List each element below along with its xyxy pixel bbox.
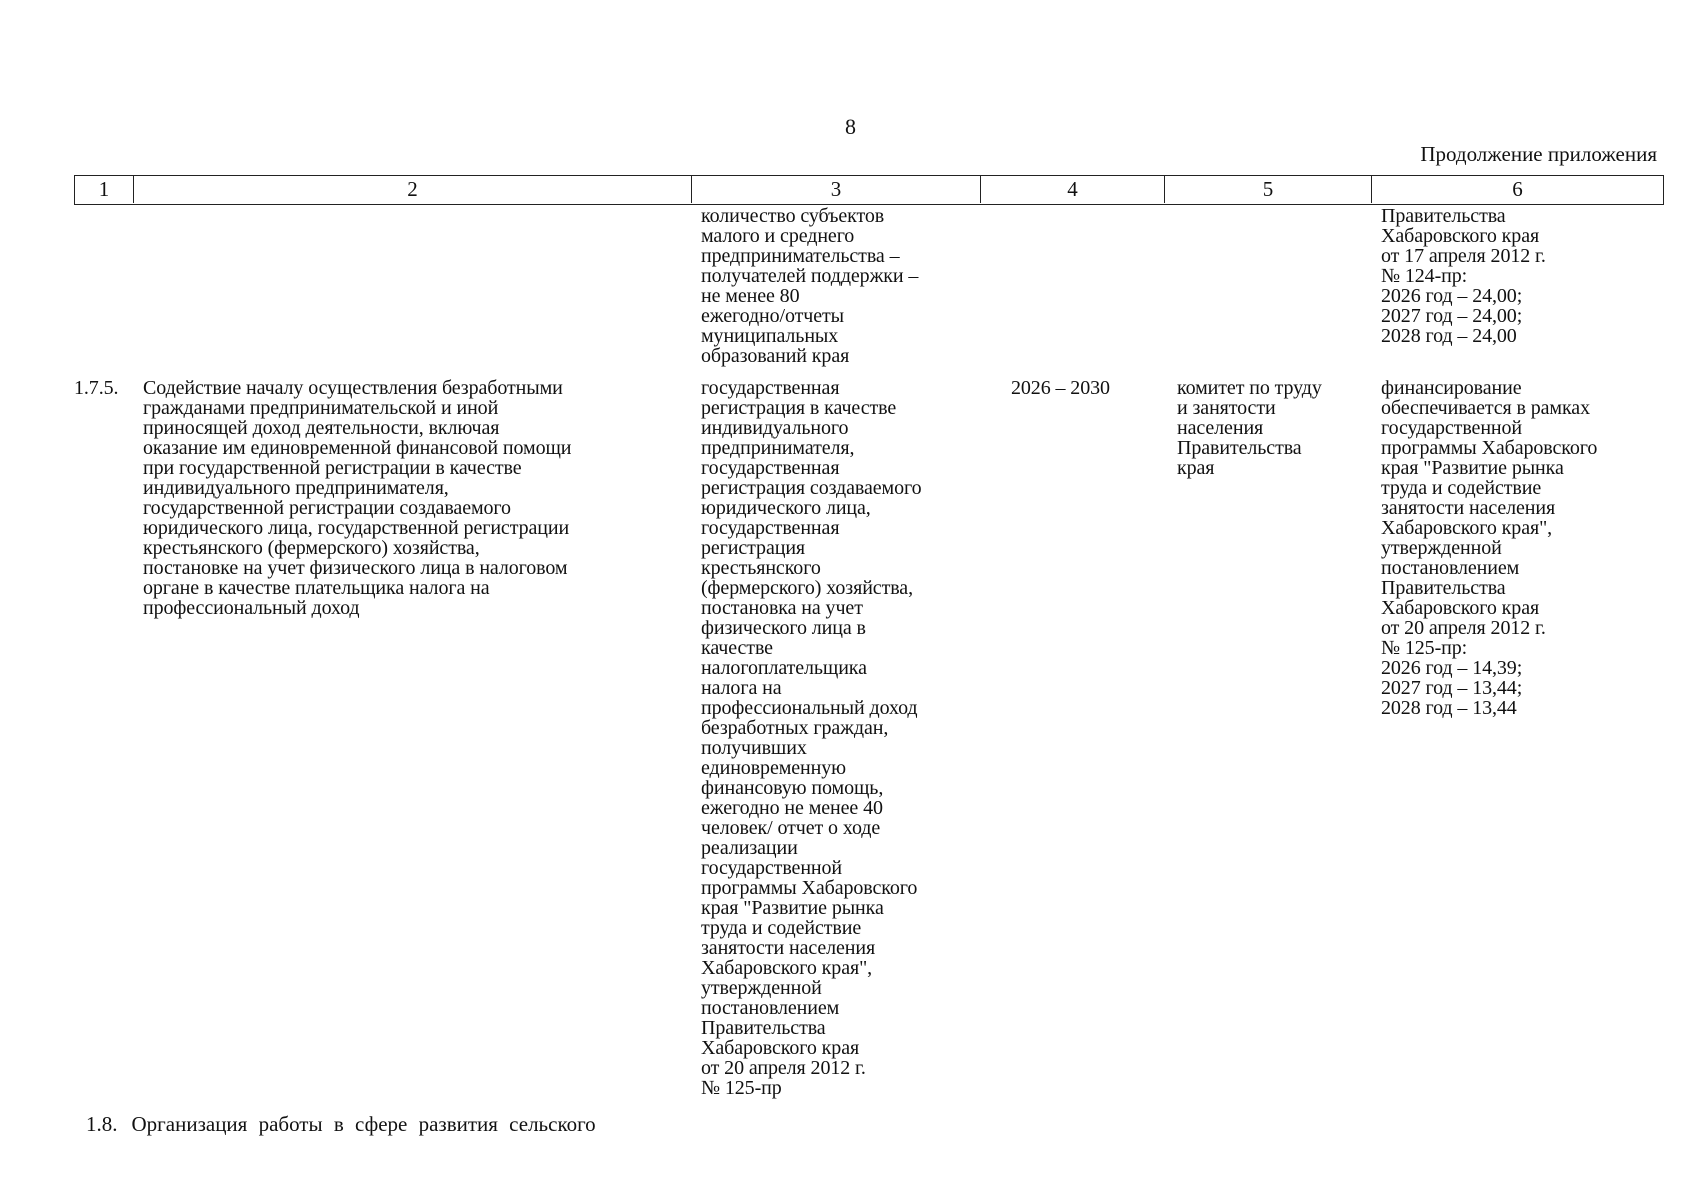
text-line: крестьянского (фермерского) хозяйства, [143,537,480,559]
text-line: обеспечивается в рамках [1381,397,1590,419]
text-line: единовременную [701,757,846,779]
row-number-1-8: 1.8. [86,1112,118,1136]
row-1-8-text: Организация работы в сфере развития сельского [131,1112,596,1136]
row-1-8 [86,1112,596,1137]
text-line: № 124-пр: [1381,265,1468,287]
text-line: Хабаровского края [701,1037,860,1059]
text-line: при государственной регистрации в качестве [143,457,522,479]
text-line: ежегодно не менее 40 [701,797,883,819]
text-line: не менее 80 [701,285,800,307]
text-line: 2028 год – 13,44 [1381,697,1517,719]
row-1-7-5-financing [1381,378,1597,718]
text-line: программы Хабаровского [1381,437,1598,459]
text-line: предпринимателя, [701,437,855,459]
text-line: малого и среднего [701,225,855,247]
header-col-5: 5 [1164,176,1371,203]
text-line: Правительства [1381,205,1506,227]
text-line: юридического лица, государственной регистрации [143,517,570,539]
text-line: Правительства [701,1017,826,1039]
text-line: постановлением [1381,557,1520,579]
text-line: 2026 год – 24,00; [1381,285,1523,307]
prev-row-indicator [701,206,918,366]
text-line: государственной [701,857,843,879]
text-line: индивидуального [701,417,849,439]
text-line: Хабаровского края [1381,597,1540,619]
text-line: № 125-пр [701,1077,782,1099]
text-line: оказание им единовременной финансовой помощи [143,437,572,459]
text-line: комитет по труду [1177,377,1322,399]
text-line: налогоплательщика [701,657,867,679]
text-line: (фермерского) хозяйства, [701,577,913,599]
text-line: налога на [701,677,782,699]
text-line: 2027 год – 13,44; [1381,677,1523,699]
text-line: утвержденной [701,977,822,999]
row-number-1-7-5: 1.7.5. [74,377,119,399]
text-line: № 125-пр: [1381,637,1468,659]
header-col-4: 4 [980,176,1164,203]
text-line: постановке на учет физического лица в налоговом [143,557,568,579]
header-col-2: 2 [133,176,691,203]
page-number: 8 [845,114,856,139]
text-line: получателей поддержки – [701,265,919,287]
text-line: образований края [701,345,850,367]
text-line: Хабаровского края", [701,957,873,979]
text-line: гражданами предпринимательской и иной [143,397,499,419]
table-header-row [74,175,1664,205]
row-1-7-5-executor [1177,378,1322,478]
text-line: населения [1177,417,1264,439]
row-1-7-5-period: 2026 – 2030 [1011,377,1110,399]
header-col-6: 6 [1371,176,1663,203]
text-line: физического лица в [701,617,866,639]
text-line: финансирование [1381,377,1522,399]
text-line: профессиональный доход [143,597,360,619]
text-line: качестве [701,637,773,659]
text-line: финансовую помощь, [701,777,884,799]
text-line: безработных граждан, [701,717,889,739]
text-line: края "Развитие рынка [1381,457,1564,479]
text-line: постановка на учет [701,597,863,619]
text-line: от 17 апреля 2012 г. [1381,245,1546,267]
text-line: труда и содействие [1381,477,1542,499]
text-line: приносящей доход деятельности, включая [143,417,500,439]
text-line: муниципальных [701,325,839,347]
text-line: Содействие началу осуществления безработными [143,377,563,399]
header-col-3: 3 [691,176,980,203]
header-col-1: 1 [98,177,110,201]
text-line: края [1177,457,1215,479]
text-line: от 20 апреля 2012 г. [701,1057,866,1079]
text-line: занятости населения [701,937,876,959]
text-line: профессиональный доход [701,697,918,719]
text-line: государственная [701,377,840,399]
text-line: крестьянского [701,557,821,579]
prev-row-financing [1381,206,1546,346]
text-line: государственная [701,457,840,479]
text-line: и занятости [1177,397,1276,419]
text-line: предпринимательства – [701,245,900,267]
text-line: края "Развитие рынка [701,897,884,919]
text-line: 2028 год – 24,00 [1381,325,1517,347]
text-line: юридического лица, [701,497,871,519]
text-line: программы Хабаровского [701,877,918,899]
text-line: труда и содействие [701,917,862,939]
text-line: Хабаровского края", [1381,517,1553,539]
text-line: регистрация создаваемого [701,477,922,499]
text-line: постановлением [701,997,840,1019]
text-line: утвержденной [1381,537,1502,559]
text-line: органе в качестве плательщика налога на [143,577,490,599]
text-line: государственная [701,517,840,539]
row-1-7-5-indicator [701,378,922,1098]
text-line: Хабаровского края [1381,225,1540,247]
text-line: Правительства [1177,437,1302,459]
text-line: регистрация [701,537,806,559]
text-line: государственной [1381,417,1523,439]
text-line: индивидуального предпринимателя, [143,477,449,499]
text-line: занятости населения [1381,497,1556,519]
text-line: получивших [701,737,807,759]
text-line: ежегодно/отчеты [701,305,844,327]
text-line: Правительства [1381,577,1506,599]
text-line: государственной регистрации создаваемого [143,497,511,519]
text-line: количество субъектов [701,205,885,227]
text-line: регистрация в качестве [701,397,897,419]
continuation-label: Продолжение приложения [1420,142,1657,166]
text-line: реализации [701,837,798,859]
text-line: от 20 апреля 2012 г. [1381,617,1546,639]
text-line: человек/ отчет о ходе [701,817,881,839]
text-line: 2026 год – 14,39; [1381,657,1523,679]
row-1-7-5-description [143,378,571,618]
text-line: 2027 год – 24,00; [1381,305,1523,327]
